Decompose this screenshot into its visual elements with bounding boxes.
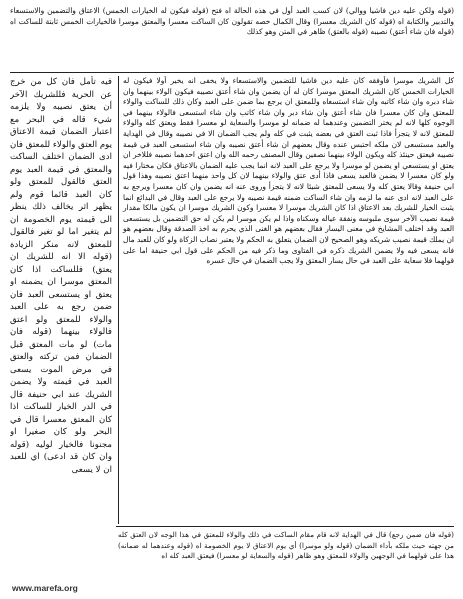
main-commentary-text: كل الشريك موسرا فأوفقه كان عليه دين فاشيا للتضمين والاستسعاء ولا يخفى انه يخير أولا فيكون له الخيارات الخمس كان الشريك المعتق موسرا كان له أن يضمن وان شاء أعتق نصيبه فيكون الولاء بينهما وان شاء دبره وان شاء كاتبه وان شاء استسعاه وللمعتق ان يرجع بما ضمن على العبد وكان ذلك للساكت والولاء للمعتق وان كان معسرا فان شاء أعتق وان شاء دبر وان شاء كاتب وان شاء استسعى فالولاء بينهما في الوجوه كلها لانه لم يختر التضمين وعندهما له ضمانه لو موسرا والسعاية لو معسرا فقط ويعتق كله والولاء للمعتق لانه لا يتجزأ فاذا ثبت العتق في بعضه يثبت في كله ولم يجب الضمان الا في نصيبه وقال في الهداية والعبد مستسعى لان ملكه احتبس عنده وقال بعضهم ان شاء أعتق نصيبه وان شاء استسعى العبد في قيمة نصيبه فيعتق حينئذ كله ويكون الولاء بينهما نصفين وقال المصنف رحمه الله وان اعتق احدهما نصيبه فللاخر ان يعتق او يستسعي او يضمن لو موسرا ولا يرجع على العبد لانه انما يجب عليه الضمان بالاعتاق فكان مختارا فيه ولو كان معسرا لا يضمن فالعبد يسعى فاذا أدى عتق والولاء بينهما لان كل واحد منهما اعتق نصيبه وهذا قول ابي حنيفة وقالا يعتق كله ولا يسعى للمعتق شيئا لانه لا يتجزأ وروى عنه انه يضمن وان كان معسرا ويرجع به على العبد لانه ادى عنه ما لزمه وان شاء الساكت ضمنه قيمة نصيبه ولا يرجع على العبد وقال في البدائع انما يثبت الخيار للشريك بعد الاعتاق اذا كان الشريك موسرا لا معسرا وكون الشريك موسرا ان يكون مالكا مقدار قيمة نصيب الآخر سوى ملبوسه ونفقة عياله وسكناه واذا لم يكن موسرا لم يكن له حق التضمين بل يستسعى العبد وقد اختلف المشايخ في معنى اليسار فقال بعضهم هو الغنى الذي يحرم به اخذ الصدقة وقال بعضهم هو ان يملك قيمة نصيب شريكه وهو الصحيح لان الضمان يتعلق به الحكم ولا يعتبر نصاب الزكاة ولو كان للعبد مال فانه يسعى فيه ولا يضمن الشريك ذكره في الفتاوى وما ذكر فيه من الحكم على قول ابي حنيفة اما على قولهما فلا سعاية على العبد في حال يسار المعتق ولا يجب الضمان في حال عسره: [123, 76, 454, 266]
side-gloss-column: [10, 76, 112, 568]
top-commentary: [10, 6, 454, 70]
footnote-divider: [116, 526, 454, 527]
page: [10, 6, 454, 574]
main-commentary-column: [118, 76, 454, 524]
footnote-block: [118, 530, 454, 574]
top-commentary-text: (قوله ولكن عليه دين فاشيا ووالي) لان كسب العبد أول في هذه الحالة اه فتح (قوله فيكون له الخيارات الخمس) الاعتاق والتضمين والاستسعاء والتدبير والكتابة اه (قوله كان الشريك معسرا) وقال الكمال خصه تقولون كان الساكت معسرا والمعتق موسرا فالخيارات الخمس ثابتة للساكت اه (قوله فان شاء أعتق) نصيبه (قوله بالعتق) ظاهر في المتن وهو كذلك: [10, 6, 454, 37]
footnote-text: (قوله فان ضمن رجع) قال في الهداية لانه قام مقام الساكت في ذلك والولاء للمعتق في هذا الوجه لان العتق كله من جهته حيث ملكه بأداء الضمان (قوله ولو موسرا) أي يوم الاعتاق لا يوم الخصومة اه (قوله وعندهما له ضمانه) هذا على قولهما في الوجهين والولاء للمعتق وهو ظاهر (قوله والسعاية لو معسرا) فيعتق العبد كله اه: [118, 530, 454, 560]
site-watermark: www.marefa.org: [12, 583, 78, 593]
top-divider: [10, 72, 454, 73]
side-gloss-text: فيه تأمل فان كل من خرج عن الحرية فللشريك الآخر أن يعتق نصيبه ولا يلزمه شيء قاله في البحر مع اعتبار الضمان قيمة الاعتاق يوم العتق والولاء للمعتق فان ادى الضمان اختلف الساكت والمعتق في قيمة العبد يوم العتق فالقول للمعتق ولو كان العبد قائما قوم ولم يظهر اثر يخالف ذلك ينظر الى قيمته يوم الخصومة ان لم يتغير اما لو تغير فالقول للمعتق لانه منكر الزيادة (قوله الا انه للشريك ان يعتق) فللساكت اذا كان المعتق موسرا ان يضمنه او يعتق او يستسعى العبد فان ضمن رجع به على العبد والولاء للمعتق ولو اعتق فالولاء بينهما (قوله فان مات) لو مات المعتق قبل الضمان فمن تركته والعتق في مرض الموت يسعى العبد في قيمته ولا يضمن الشريك عند ابي حنيفة قال في الدر الخيار للساكت اذا كان المعتق معسرا قال في البحر ولو كان صغيرا او مجنونا فالخيار لوليه (قوله وان كان قد ادعى) اي للعبد ان لا يسعى: [10, 77, 112, 475]
